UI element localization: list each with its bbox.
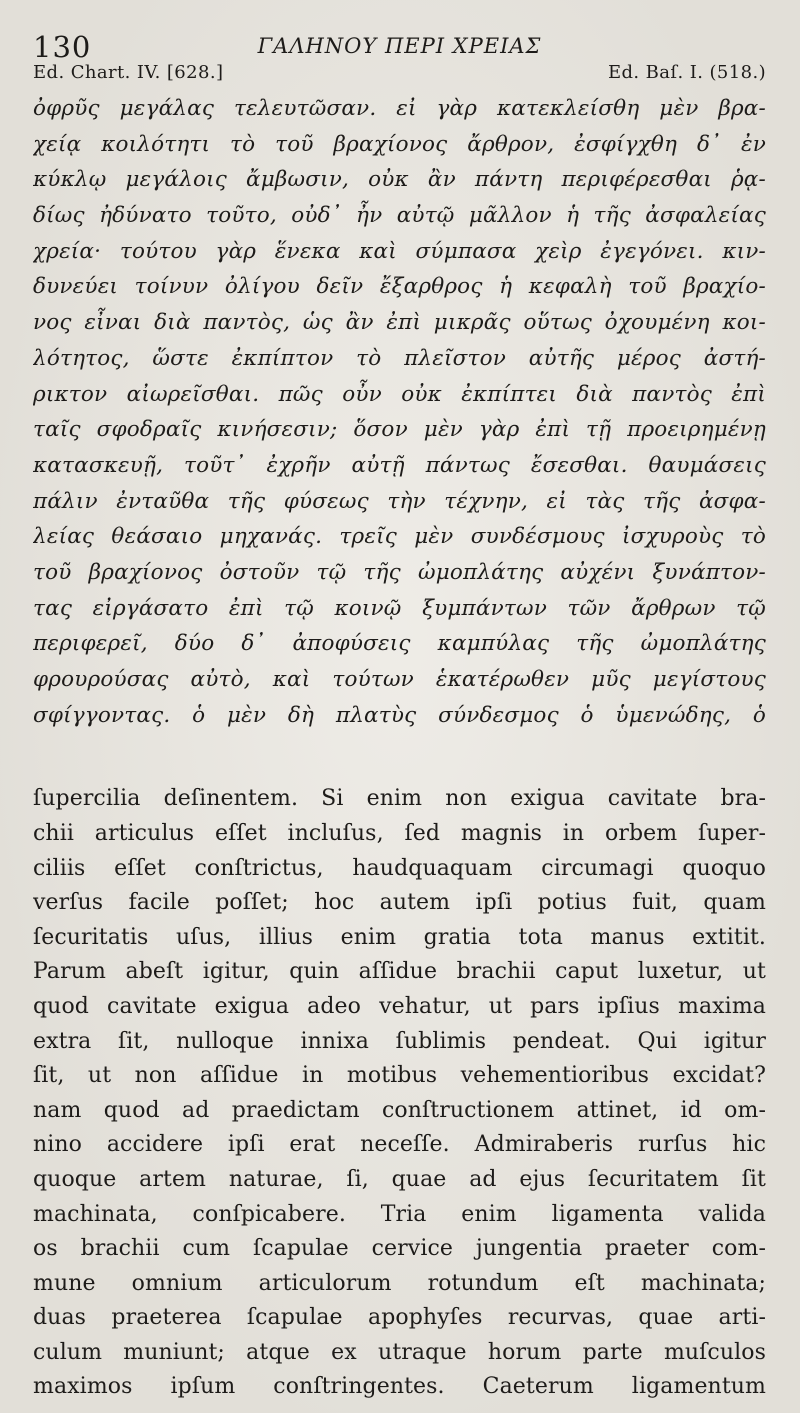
greek-text-line: δίως ἠδύνατο τοῦτο, οὐδ᾽ ἦν αὐτῷ μᾶλλον ἡ τῆς ἀσφαλείας	[33, 203, 766, 229]
greek-text-line: τοῦ βραχίονος ὀστοῦν τῷ τῆς ὠμοπλάτης αὐχένι ξυνάπτον-	[33, 559, 766, 585]
edition-reference-chartier: Ed. Chart. IV. [628.]	[33, 62, 224, 83]
running-head	[33, 26, 766, 62]
latin-text-line: ſupercilia deſinentem. Si enim non exigua cavitate bra-	[33, 786, 766, 812]
greek-text-line: περιφερεῖ, δύο δ᾽ ἀποφύσεις καμπύλας τῆς ὠμοπλάτης	[33, 631, 766, 657]
latin-text-line: os brachii cum ſcapulae cervice jungentia praeter com-	[33, 1236, 766, 1262]
latin-text-line: quoque artem naturae, ſi, quae ad ejus ſecuritatem ſit	[33, 1166, 766, 1192]
greek-text-line: πάλιν ἐνταῦθα τῆς φύσεως τὴν τέχνην, εἰ τὰς τῆς ἀσφα-	[33, 488, 766, 514]
edition-reference-basel: Ed. Baſ. I. (518.)	[607, 62, 766, 83]
greek-text-line: νος εἶναι διὰ παντὸς, ὡς ἂν ἐπὶ μικρᾶς οὕτως ὀχουμένη κοι-	[33, 310, 766, 336]
latin-text-line: ſecuritatis uſus, illius enim gratia tota manus extitit.	[33, 924, 766, 950]
latin-text-line: nam quod ad praedictam conſtructionem attinet, id om-	[33, 1097, 766, 1123]
greek-text-line: λότητος, ὥστε ἐκπίπτον τὸ πλεῖστον αὐτῆς μέρος ἀστή-	[33, 345, 766, 371]
page-number: 130	[33, 30, 92, 64]
greek-text-line: ταῖς σφοδραῖς κινήσεσιν; ὅσον μὲν γὰρ ἐπὶ τῇ προειρημένῃ	[33, 417, 766, 443]
greek-text-line: δυνεύει τοίνυν ὀλίγου δεῖν ἔξαρθρος ἡ κεφαλὴ τοῦ βραχίο-	[33, 274, 766, 300]
latin-text-line: ciliis eſſet conſtrictus, haudquaquam circumagi quoquo	[33, 855, 766, 881]
greek-text-block	[33, 91, 766, 733]
latin-text-line: duas praeterea ſcapulae apophyſes recurvas, quae arti-	[33, 1305, 766, 1331]
latin-text-line: verſus facile poſſet; hoc autem ipſi potius fuit, quam	[33, 890, 766, 916]
latin-text-line: extra ſit, nulloque innixa ſublimis pendeat. Qui igitur	[33, 1028, 766, 1054]
greek-text-line: ὀφρῦς μεγάλας τελευτῶσαν. εἰ γὰρ κατεκλείσθη μὲν βρα-	[33, 96, 766, 121]
latin-text-line: culum muniunt; atque ex utraque horum parte muſculos	[33, 1339, 766, 1365]
latin-text-line: quod cavitate exigua adeo vehatur, ut pars ipſius maxima	[33, 993, 766, 1019]
greek-text-line: τας εἰργάσατο ἐπὶ τῷ κοινῷ ξυμπάντων τῶν ἄρθρων τῷ	[33, 595, 766, 621]
greek-text-line: κατασκευῇ, τοῦτ᾽ ἐχρῆν αὐτῇ πάντως ἔσεσθαι. θαυμάσεις	[33, 452, 766, 478]
latin-text-block	[33, 782, 766, 1405]
latin-text-line: maximos ipſum conſtringentes. Caeterum ligamentum	[33, 1374, 766, 1400]
greek-text-line: ρικτον αἰωρεῖσθαι. πῶς οὖν οὐκ ἐκπίπτει διὰ παντὸς ἐπὶ	[33, 381, 766, 407]
greek-text-line: κύκλῳ μεγάλοις ἄμβωσιν, οὐκ ἂν πάντη περιφέρεσθαι ῥᾳ-	[33, 167, 766, 193]
edition-reference-line	[33, 62, 766, 91]
latin-text-line: chii articulus eſſet incluſus, ſed magnis in orbem ſuper-	[33, 820, 766, 846]
greek-text-line: χείᾳ κοιλότητι τὸ τοῦ βραχίονος ἄρθρον, ἐσφίγχθη δ᾽ ἐν	[33, 131, 766, 157]
latin-text-line: nino accidere ipſi erat neceſſe. Admiraberis rurſus hic	[33, 1132, 766, 1158]
running-title: ΓΑΛΗΝΟΥ ΠΕΡΙ ΧΡΕΙΑΣ	[257, 34, 542, 58]
latin-text-line: machinata, conſpicabere. Tria enim ligamenta valida	[33, 1201, 766, 1227]
greek-text-line: χρεία· τούτου γὰρ ἕνεκα καὶ σύμπασα χεὶρ ἐγεγόνει. κιν-	[33, 238, 766, 264]
greek-text-line: σφίγγοντας. ὁ μὲν δὴ πλατὺς σύνδεσμος ὁ ὑμενώδης, ὁ	[33, 702, 766, 728]
latin-text-line: ſit, ut non aſſidue in motibus vehementioribus excidat?	[33, 1063, 766, 1089]
latin-text-line: mune omnium articulorum rotundum eſt machinata;	[33, 1270, 766, 1296]
greek-text-line: φρουρούσας αὐτὸ, καὶ τούτων ἑκατέρωθεν μῦς μεγίστους	[33, 667, 766, 692]
greek-text-line: λείας θεάσαιο μηχανάς. τρεῖς μὲν συνδέσμους ἰσχυροὺς τὸ	[33, 524, 766, 550]
latin-text-line: Parum abeſt igitur, quin aſſidue brachii caput luxetur, ut	[33, 959, 766, 985]
